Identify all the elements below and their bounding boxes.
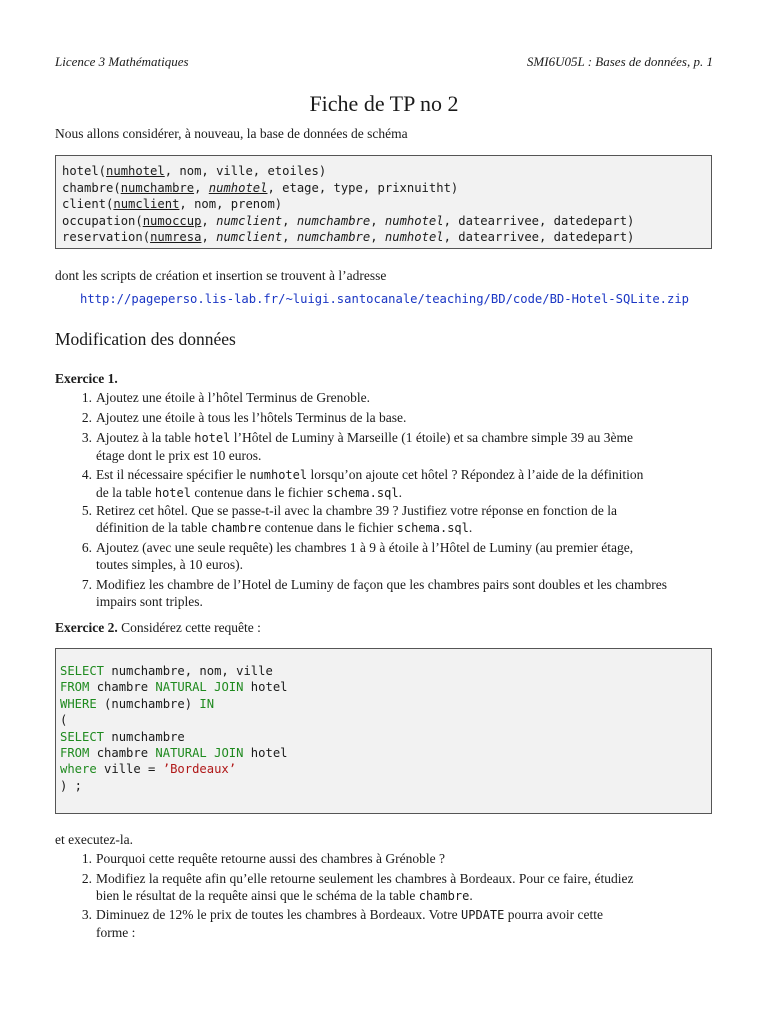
exercise-1-item-6: 6. Ajoutez (avec une seule requête) les chambres 1 à 9 à étoile à l’Hôtel de Luminy (au premier étage, toutes simples, à 10 euros).	[81, 540, 634, 572]
code-line-8: ) ;	[60, 778, 83, 793]
exercise-1-item-1: 1. Ajoutez une étoile à l’hôtel Terminus de Grenoble.	[81, 390, 370, 405]
schema-hotel: hotel(numhotel, nom, ville, etoiles)	[62, 164, 327, 178]
code-line-4: (	[60, 713, 68, 728]
code-line-5: SELECT numchambre	[60, 729, 185, 744]
intro-text: Nous allons considérer, à nouveau, la base de données de schéma	[55, 126, 408, 141]
schema-box	[55, 155, 712, 249]
schema-occupation: occupation(numoccup, numclient, numchambre, numhotel, datearrivee, datedepart)	[62, 213, 635, 228]
exercise-1-label: Exercice 1.	[55, 371, 118, 386]
exercise-1-item-7: 7. Modifiez les chambre de l’Hotel de Luminy de façon que les chambres pairs sont doubles et les chambres impairs sont triples.	[81, 577, 667, 609]
download-link[interactable]: http://pageperso.lis-lab.fr/~luigi.santocanale/teaching/BD/code/BD-Hotel-SQLite.zip	[80, 292, 690, 306]
schema-reservation: reservation(numresa, numclient, numchambre, numhotel, datearrivee, datedepart)	[62, 230, 635, 244]
scripts-text: dont les scripts de création et insertion se trouvent à l’adresse	[55, 268, 387, 283]
exercise-2-item-3: 3. Diminuez de 12% le prix de toutes les chambres à Bordeaux. Votre UPDATE pourra avoir cette forme :	[81, 907, 603, 940]
page-title: Fiche de TP no 2	[309, 91, 459, 116]
code-line-2: FROM chambre NATURAL JOIN hotel	[60, 680, 288, 695]
exercise-2-item-2: 2. Modifiez la requête afin qu’elle retourne seulement les chambres à Bordeaux. Pour ce faire, étudiez bien le résultat de la requête ainsi que le schéma de la table chambre.	[81, 871, 634, 903]
exercise-1-item-4: 4. Est il nécessaire spécifier le numhotel lorsqu’on ajoute cet hôtel ? Répondez à l’aide de la définition de la table hotel contenue dans le fichier schema.sql.	[81, 467, 644, 500]
schema-chambre: chambre(numchambre, numhotel, etage, type, prixnuitht)	[62, 180, 459, 195]
code-line-6: FROM chambre NATURAL JOIN hotel	[60, 746, 288, 761]
code-line-3: WHERE (numchambre) IN	[60, 696, 215, 711]
header-course: Licence 3 Mathématiques	[55, 54, 189, 69]
header-course-code: SMI6U05L : Bases de données, p. 1	[526, 54, 713, 69]
schema-client: client(numclient, nom, prenom)	[62, 197, 283, 211]
exercise-2-label: Exercice 2. Considérez cette requête :	[55, 620, 261, 635]
exercise-2-item-1: 1. Pourquoi cette requête retourne aussi des chambres à Grénoble ?	[81, 851, 445, 866]
exercise-1-item-5: 5. Retirez cet hôtel. Que se passe-t-il avec la chambre 39 ? Justifiez votre réponse en fonction de la définition de la table chambre contenue dans le fichier schema.sql.	[81, 503, 618, 535]
code-line-1: SELECT numchambre, nom, ville	[60, 664, 273, 678]
exercise-1-item-3: 3. Ajoutez à la table hotel l’Hôtel de Luminy à Marseille (1 étoile) et sa chambre simple 39 au 3ème étage dont le prix est 10 euros.	[81, 430, 633, 463]
exercise-1-item-2: 2. Ajoutez une étoile à tous les l’hôtels Terminus de la base.	[81, 410, 407, 425]
sql-code-block	[55, 648, 712, 814]
execute-text: et executez-la.	[55, 832, 133, 847]
section-title: Modification des données	[55, 329, 236, 349]
code-line-7: where ville = ’Bordeaux’	[60, 762, 237, 777]
